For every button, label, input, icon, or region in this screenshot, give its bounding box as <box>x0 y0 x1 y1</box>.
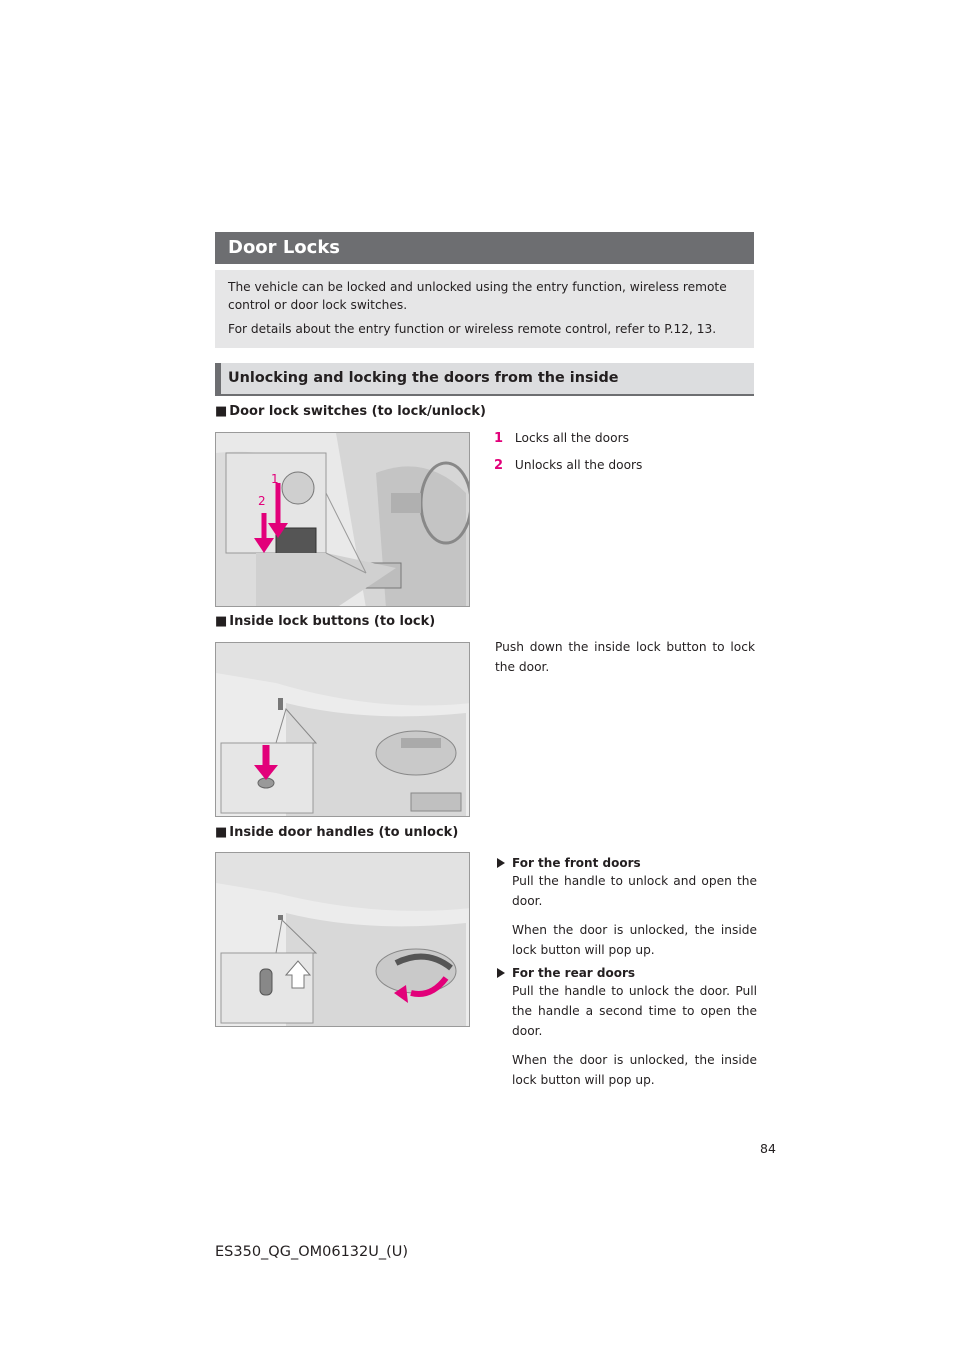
rear-doors-note: When the door is unlocked, the inside lock button will pop up. <box>512 1053 757 1087</box>
section-heading: Unlocking and locking the doors from the inside <box>215 363 754 396</box>
rear-doors-block <box>497 966 757 1090</box>
item-number: 2 <box>494 458 504 473</box>
intro-paragraph: For details about the entry function or wireless remote control, refer to P.12, 13. <box>228 322 717 336</box>
callout-1-label: 1 <box>271 472 279 486</box>
subheading-text: Door lock switches (to lock/unlock) <box>229 404 486 419</box>
callout-2-label: 2 <box>258 494 266 508</box>
inside-door-handle-illustration <box>215 852 470 1027</box>
subheading-inside-lock-buttons <box>215 614 435 629</box>
door-lock-switch-illustration <box>215 432 470 607</box>
item-text: Locks all the doors <box>514 431 629 445</box>
triangle-bullet-icon <box>497 858 505 868</box>
square-bullet-icon: ■ <box>215 825 228 840</box>
item-number: 1 <box>494 431 504 446</box>
bullet-label-text: For the rear doors <box>512 966 636 980</box>
triangle-bullet-icon <box>497 968 505 978</box>
front-doors-block <box>497 856 757 960</box>
page-number: 84 <box>760 1141 776 1156</box>
item-text: Unlocks all the doors <box>514 458 643 472</box>
subheading-door-lock-switches <box>215 404 486 419</box>
subheading-inside-door-handles <box>215 825 458 840</box>
inside-lock-button-illustration <box>215 642 470 817</box>
front-doors-label <box>497 856 757 870</box>
list-item <box>494 428 629 449</box>
rear-doors-label <box>497 966 757 980</box>
rear-doors-text: Pull the handle to unlock the door. Pull the handle a second time to open the door. <box>512 984 757 1038</box>
inside-lock-text: Push down the inside lock button to lock the door. <box>495 640 755 674</box>
subheading-text: Inside lock buttons (to lock) <box>229 614 436 629</box>
intro-paragraph: The vehicle can be locked and unlocked using the entry function, wireless remote control or door lock switches. <box>228 280 727 312</box>
square-bullet-icon: ■ <box>215 404 228 419</box>
footer-code: ES350_QG_OM06132U_(U) <box>215 1244 409 1260</box>
subheading-text: Inside door handles (to unlock) <box>229 825 459 840</box>
front-doors-text: Pull the handle to unlock and open the door. <box>512 874 757 908</box>
list-item <box>494 455 642 476</box>
intro-box <box>215 270 754 348</box>
page-title: Door Locks <box>215 232 754 264</box>
square-bullet-icon: ■ <box>215 614 228 629</box>
front-doors-note: When the door is unlocked, the inside lock button will pop up. <box>512 923 757 957</box>
bullet-label-text: For the front doors <box>512 856 641 870</box>
